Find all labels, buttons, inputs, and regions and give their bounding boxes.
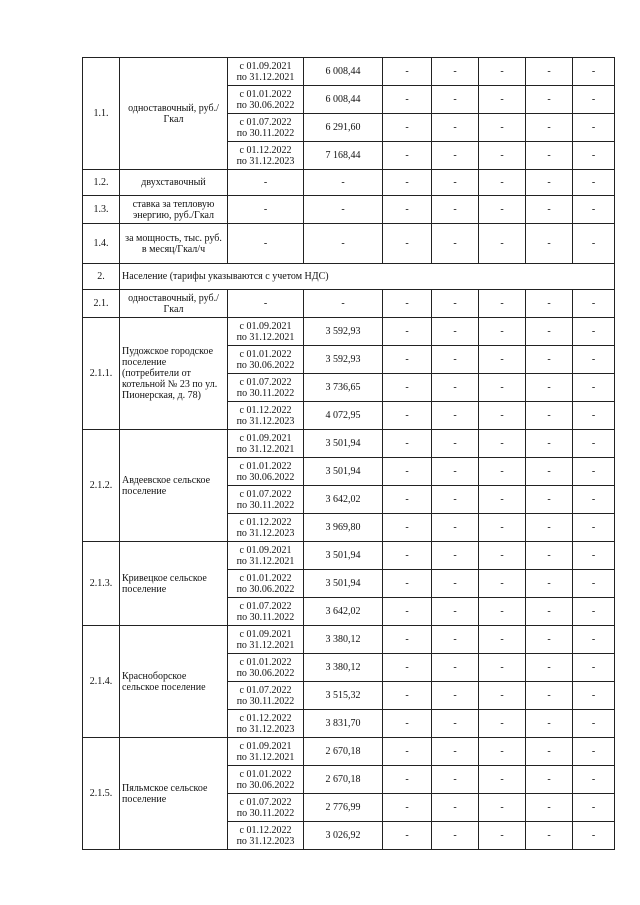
dash-cell: -	[573, 142, 615, 170]
period-to: по 30.06.2022	[236, 359, 295, 371]
table-row	[83, 626, 615, 654]
period-from: с 01.09.2021	[239, 60, 292, 72]
period-cell	[228, 346, 304, 374]
tariff-name: Красноборское сельское поселение	[120, 626, 228, 738]
table-row	[83, 58, 615, 86]
dash-cell: -	[573, 486, 615, 514]
tariff-name: одноставочный, руб./Гкал	[120, 290, 228, 318]
tariff-value: 3 736,65	[304, 374, 383, 402]
dash-cell: -	[526, 738, 573, 766]
dash-cell: -	[526, 486, 573, 514]
dash-cell: -	[479, 542, 526, 570]
period-from: с 01.09.2021	[239, 320, 292, 332]
row-number: 2.1.4.	[83, 626, 120, 738]
dash-cell: -	[526, 346, 573, 374]
dash-cell: -	[432, 570, 479, 598]
dash-cell: -	[432, 430, 479, 458]
dash-cell: -	[432, 374, 479, 402]
period-cell	[228, 626, 304, 654]
period-to: по 31.12.2023	[236, 155, 295, 167]
row-number: 1.1.	[83, 58, 120, 170]
tariff-value: 3 501,94	[304, 430, 383, 458]
period-to: по 30.11.2022	[236, 611, 295, 623]
table-row	[83, 170, 615, 196]
dash-cell: -	[479, 794, 526, 822]
period-cell	[228, 598, 304, 626]
dash-cell: -	[573, 514, 615, 542]
dash-cell: -	[479, 224, 526, 264]
dash-cell: -	[432, 142, 479, 170]
dash-cell: -	[383, 142, 432, 170]
dash-cell: -	[479, 682, 526, 710]
dash-cell: -	[526, 570, 573, 598]
dash-cell: -	[573, 224, 615, 264]
dash-cell: -	[526, 514, 573, 542]
dash-cell: -	[573, 458, 615, 486]
period-to: по 30.06.2022	[236, 779, 295, 791]
dash-cell: -	[383, 290, 432, 318]
period-cell	[228, 570, 304, 598]
period-cell	[228, 374, 304, 402]
tariff-name: Авдеевское сельское поселение	[120, 430, 228, 542]
dash-cell: -	[432, 290, 479, 318]
row-number: 2.1.5.	[83, 738, 120, 850]
dash-cell: -	[432, 626, 479, 654]
period-from: с 01.09.2021	[239, 740, 292, 752]
dash-cell: -	[479, 402, 526, 430]
tariff-value: 3 642,02	[304, 486, 383, 514]
dash-cell: -	[479, 170, 526, 196]
period-cell	[228, 458, 304, 486]
dash-cell: -	[573, 738, 615, 766]
period-to: по 30.11.2022	[236, 499, 295, 511]
dash-cell: -	[479, 318, 526, 346]
period-from: с 01.07.2022	[239, 796, 292, 808]
dash-cell: -	[383, 766, 432, 794]
period-from: с 01.01.2022	[239, 768, 292, 780]
dash-cell: -	[526, 822, 573, 850]
dash-cell: -	[479, 598, 526, 626]
dash-cell: -	[526, 542, 573, 570]
dash-cell: -	[573, 822, 615, 850]
dash-cell: -	[479, 196, 526, 224]
dash-cell: -	[432, 738, 479, 766]
dash-cell: -	[383, 794, 432, 822]
period-from: с 01.12.2022	[239, 712, 292, 724]
row-number: 2.1.2.	[83, 430, 120, 542]
dash-cell: -	[383, 458, 432, 486]
dash-cell: -	[383, 822, 432, 850]
dash-cell: -	[383, 738, 432, 766]
period-to: по 31.12.2023	[236, 527, 295, 539]
tariff-value: 4 072,95	[304, 402, 383, 430]
period-to: по 30.11.2022	[236, 387, 295, 399]
row-number: 1.2.	[83, 170, 120, 196]
tariff-value: 6 291,60	[304, 114, 383, 142]
row-number: 2.1.1.	[83, 318, 120, 430]
tariff-name: двухставочный	[120, 170, 228, 196]
dash-cell: -	[228, 196, 304, 224]
dash-cell: -	[383, 598, 432, 626]
dash-cell: -	[383, 710, 432, 738]
dash-cell: -	[383, 346, 432, 374]
dash-cell: -	[526, 598, 573, 626]
period-from: с 01.07.2022	[239, 600, 292, 612]
dash-cell: -	[432, 822, 479, 850]
dash-cell: -	[383, 486, 432, 514]
dash-cell: -	[432, 654, 479, 682]
dash-cell: -	[479, 766, 526, 794]
dash-cell: -	[383, 430, 432, 458]
period-to: по 30.06.2022	[236, 99, 295, 111]
dash-cell: -	[383, 318, 432, 346]
dash-cell: -	[526, 626, 573, 654]
period-from: с 01.12.2022	[239, 516, 292, 528]
dash-cell: -	[573, 346, 615, 374]
period-to: по 31.12.2021	[236, 331, 295, 343]
dash-cell: -	[432, 224, 479, 264]
period-cell	[228, 514, 304, 542]
dash-cell: -	[432, 196, 479, 224]
table-row	[83, 542, 615, 570]
dash-cell: -	[228, 290, 304, 318]
dash-cell: -	[479, 430, 526, 458]
dash-cell: -	[526, 86, 573, 114]
period-to: по 31.12.2021	[236, 443, 295, 455]
dash-cell: -	[479, 346, 526, 374]
dash-cell: -	[573, 654, 615, 682]
dash-cell: -	[383, 170, 432, 196]
table-row	[83, 318, 615, 346]
table-row	[83, 738, 615, 766]
dash-cell: -	[526, 710, 573, 738]
period-cell	[228, 86, 304, 114]
dash-cell: -	[526, 196, 573, 224]
period-cell	[228, 58, 304, 86]
dash-cell: -	[479, 738, 526, 766]
dash-cell: -	[432, 318, 479, 346]
period-from: с 01.12.2022	[239, 404, 292, 416]
dash-cell: -	[432, 170, 479, 196]
dash-cell: -	[432, 486, 479, 514]
period-cell	[228, 682, 304, 710]
section-row	[83, 264, 615, 290]
period-to: по 31.12.2021	[236, 555, 295, 567]
period-to: по 30.06.2022	[236, 583, 295, 595]
period-from: с 01.07.2022	[239, 116, 292, 128]
dash-cell: -	[573, 626, 615, 654]
period-from: с 01.01.2022	[239, 656, 292, 668]
period-from: с 01.07.2022	[239, 684, 292, 696]
dash-cell: -	[432, 346, 479, 374]
dash-cell: -	[479, 114, 526, 142]
period-cell	[228, 430, 304, 458]
dash-cell: -	[432, 710, 479, 738]
row-number: 2.	[83, 264, 120, 290]
tariff-table	[82, 57, 615, 850]
dash-cell: -	[573, 196, 615, 224]
dash-cell: -	[479, 58, 526, 86]
table-row	[83, 290, 615, 318]
tariff-value: 3 831,70	[304, 710, 383, 738]
dash-cell: -	[573, 374, 615, 402]
row-number: 2.1.3.	[83, 542, 120, 626]
period-from: с 01.09.2021	[239, 432, 292, 444]
table-row	[83, 196, 615, 224]
period-to: по 30.06.2022	[236, 471, 295, 483]
section-title: Население (тарифы указываются с учетом НДС)	[120, 264, 615, 290]
row-number: 2.1.	[83, 290, 120, 318]
tariff-value: 2 776,99	[304, 794, 383, 822]
tariff-value: 7 168,44	[304, 142, 383, 170]
dash-cell: -	[526, 142, 573, 170]
tariff-value: 3 380,12	[304, 626, 383, 654]
tariff-value: 3 501,94	[304, 458, 383, 486]
dash-cell: -	[526, 318, 573, 346]
dash-cell: -	[526, 766, 573, 794]
dash-cell: -	[383, 514, 432, 542]
dash-cell: -	[228, 224, 304, 264]
tariff-value: 3 026,92	[304, 822, 383, 850]
dash-cell: -	[479, 710, 526, 738]
dash-cell: -	[526, 224, 573, 264]
dash-cell: -	[573, 290, 615, 318]
dash-cell: -	[479, 514, 526, 542]
period-from: с 01.01.2022	[239, 572, 292, 584]
period-to: по 31.12.2021	[236, 751, 295, 763]
row-number: 1.4.	[83, 224, 120, 264]
dash-cell: -	[526, 682, 573, 710]
dash-cell: -	[383, 402, 432, 430]
dash-cell: -	[573, 318, 615, 346]
period-to: по 30.11.2022	[236, 127, 295, 139]
tariff-name: одноставочный, руб./Гкал	[120, 58, 228, 170]
tariff-value: 3 969,80	[304, 514, 383, 542]
period-from: с 01.07.2022	[239, 488, 292, 500]
tariff-value: 3 515,32	[304, 682, 383, 710]
dash-cell: -	[383, 654, 432, 682]
tariff-body	[83, 58, 615, 850]
period-cell	[228, 486, 304, 514]
dash-cell: -	[573, 570, 615, 598]
dash-cell: -	[479, 654, 526, 682]
period-cell	[228, 402, 304, 430]
period-from: с 01.12.2022	[239, 144, 292, 156]
period-from: с 01.12.2022	[239, 824, 292, 836]
period-to: по 31.12.2023	[236, 415, 295, 427]
table-row	[83, 224, 615, 264]
dash-cell: -	[526, 114, 573, 142]
period-cell	[228, 766, 304, 794]
tariff-value: 6 008,44	[304, 86, 383, 114]
dash-cell: -	[573, 794, 615, 822]
dash-cell: -	[479, 570, 526, 598]
dash-cell: -	[526, 290, 573, 318]
dash-cell: -	[573, 58, 615, 86]
dash-cell: -	[479, 290, 526, 318]
dash-cell: -	[526, 794, 573, 822]
period-cell	[228, 794, 304, 822]
dash-cell: -	[479, 486, 526, 514]
tariff-name: Кривецкое сельское поселение	[120, 542, 228, 626]
dash-cell: -	[526, 430, 573, 458]
dash-cell: -	[383, 196, 432, 224]
dash-cell: -	[573, 766, 615, 794]
dash-cell: -	[383, 682, 432, 710]
period-to: по 31.12.2021	[236, 639, 295, 651]
dash-cell: -	[228, 170, 304, 196]
period-cell	[228, 114, 304, 142]
tariff-name: за мощность, тыс. руб. в месяц/Гкал/ч	[120, 224, 228, 264]
period-cell	[228, 710, 304, 738]
tariff-value: 2 670,18	[304, 766, 383, 794]
dash-cell: -	[383, 570, 432, 598]
dash-cell: -	[383, 542, 432, 570]
table-row	[83, 430, 615, 458]
period-from: с 01.01.2022	[239, 460, 292, 472]
period-from: с 01.01.2022	[239, 88, 292, 100]
dash-cell: -	[383, 86, 432, 114]
row-number: 1.3.	[83, 196, 120, 224]
period-from: с 01.09.2021	[239, 544, 292, 556]
dash-cell: -	[526, 458, 573, 486]
dash-cell: -	[526, 654, 573, 682]
dash-cell: -	[383, 626, 432, 654]
dash-cell: -	[304, 290, 383, 318]
period-cell	[228, 654, 304, 682]
period-to: по 31.12.2023	[236, 835, 295, 847]
dash-cell: -	[432, 58, 479, 86]
dash-cell: -	[304, 196, 383, 224]
dash-cell: -	[383, 374, 432, 402]
dash-cell: -	[573, 710, 615, 738]
tariff-value: 3 592,93	[304, 318, 383, 346]
dash-cell: -	[304, 170, 383, 196]
dash-cell: -	[479, 458, 526, 486]
tariff-value: 3 501,94	[304, 570, 383, 598]
period-from: с 01.09.2021	[239, 628, 292, 640]
dash-cell: -	[432, 402, 479, 430]
dash-cell: -	[479, 822, 526, 850]
dash-cell: -	[573, 682, 615, 710]
dash-cell: -	[479, 374, 526, 402]
dash-cell: -	[383, 114, 432, 142]
period-from: с 01.01.2022	[239, 348, 292, 360]
dash-cell: -	[526, 374, 573, 402]
tariff-value: 3 501,94	[304, 542, 383, 570]
period-to: по 31.12.2023	[236, 723, 295, 735]
period-to: по 30.11.2022	[236, 695, 295, 707]
dash-cell: -	[432, 766, 479, 794]
dash-cell: -	[479, 142, 526, 170]
period-to: по 30.11.2022	[236, 807, 295, 819]
dash-cell: -	[526, 402, 573, 430]
period-cell	[228, 142, 304, 170]
dash-cell: -	[573, 430, 615, 458]
tariff-value: 3 592,93	[304, 346, 383, 374]
tariff-value: 2 670,18	[304, 738, 383, 766]
dash-cell: -	[432, 458, 479, 486]
tariff-value: 3 642,02	[304, 598, 383, 626]
tariff-name: Пудожское городское поселение (потребители от котельной № 23 по ул. Пионерская, д. 78)	[120, 318, 228, 430]
dash-cell: -	[432, 598, 479, 626]
dash-cell: -	[383, 58, 432, 86]
period-from: с 01.07.2022	[239, 376, 292, 388]
period-to: по 30.06.2022	[236, 667, 295, 679]
dash-cell: -	[304, 224, 383, 264]
dash-cell: -	[479, 86, 526, 114]
dash-cell: -	[479, 626, 526, 654]
dash-cell: -	[432, 114, 479, 142]
tariff-name: ставка за тепловую энергию, руб./Гкал	[120, 196, 228, 224]
dash-cell: -	[432, 794, 479, 822]
period-to: по 31.12.2021	[236, 71, 295, 83]
dash-cell: -	[432, 542, 479, 570]
dash-cell: -	[432, 86, 479, 114]
dash-cell: -	[432, 682, 479, 710]
dash-cell: -	[432, 514, 479, 542]
dash-cell: -	[573, 598, 615, 626]
period-cell	[228, 318, 304, 346]
dash-cell: -	[573, 170, 615, 196]
dash-cell: -	[526, 58, 573, 86]
tariff-value: 6 008,44	[304, 58, 383, 86]
tariff-name: Пяльмское сельское поселение	[120, 738, 228, 850]
period-cell	[228, 822, 304, 850]
period-cell	[228, 738, 304, 766]
period-cell	[228, 542, 304, 570]
dash-cell: -	[383, 224, 432, 264]
dash-cell: -	[573, 114, 615, 142]
dash-cell: -	[573, 402, 615, 430]
dash-cell: -	[526, 170, 573, 196]
dash-cell: -	[573, 86, 615, 114]
tariff-value: 3 380,12	[304, 654, 383, 682]
dash-cell: -	[573, 542, 615, 570]
